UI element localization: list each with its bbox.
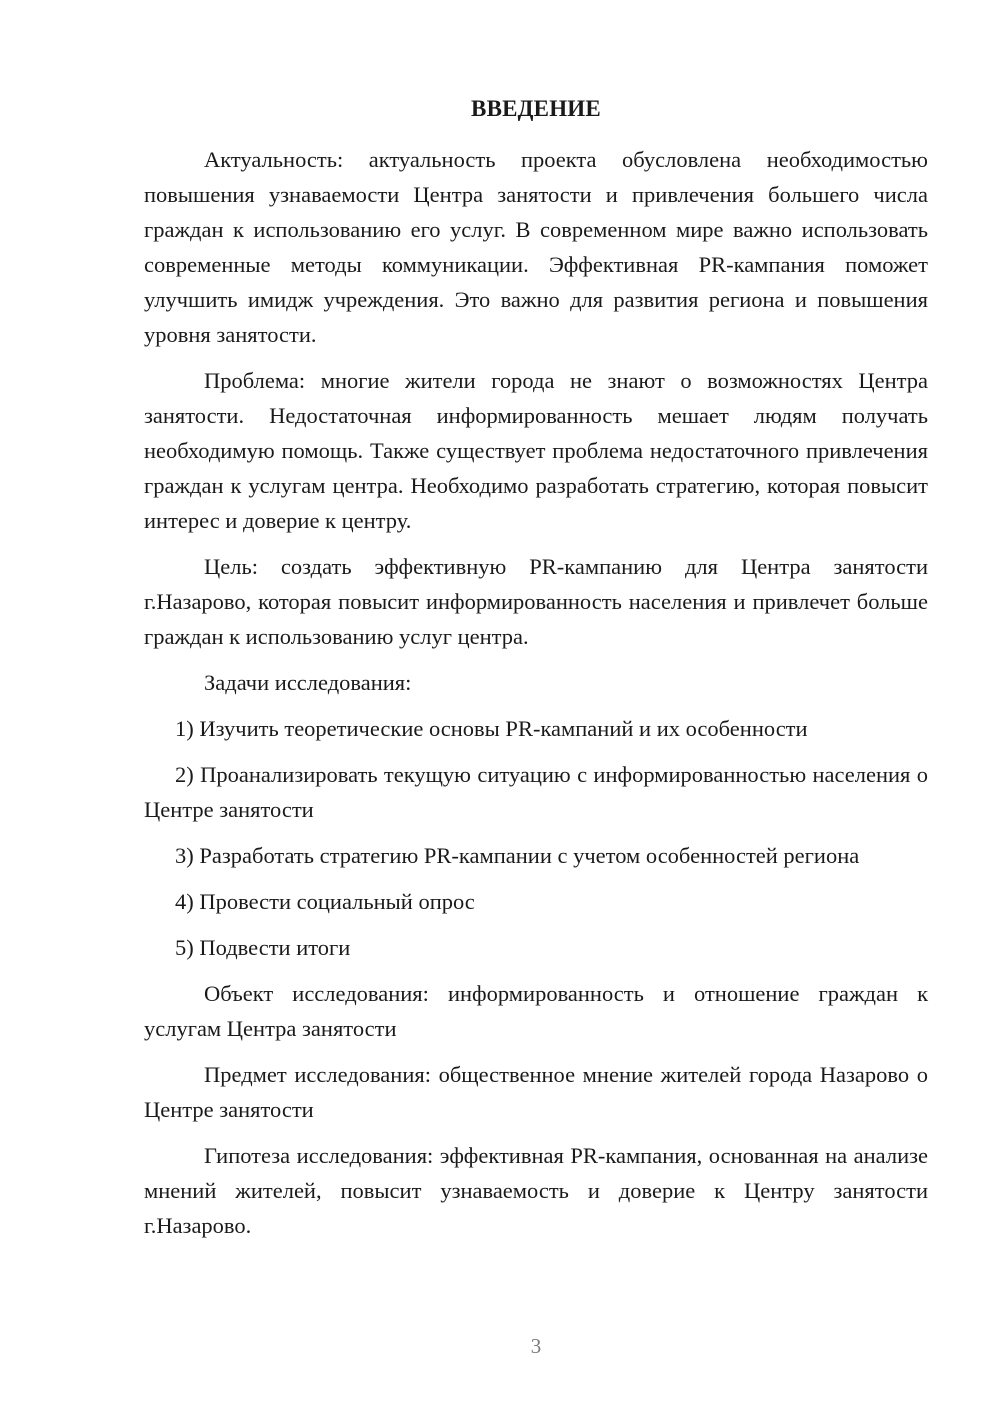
page-body — [144, 142, 928, 1254]
hypothesis-paragraph: Гипотеза исследования: эффективная PR-кампания, основанная на анализе мнений жителей, повысит узнаваемость и доверие к Центру занятости г.Назарово. — [144, 1143, 928, 1238]
problem-paragraph: Проблема: многие жители города не знают о возможностях Центра занятости. Недостаточная информированность мешает людям получать необходимую помощь. Также существует проблема недостаточного привлечения граждан к услугам центра. Необходимо разработать стратегию, которая повысит интерес и доверие к центру. — [144, 368, 928, 533]
task-item-5: 5) Подвести итоги — [175, 935, 351, 960]
task-item-2: 2) Проанализировать текущую ситуацию с информированностью населения о Центре занятости — [144, 762, 928, 822]
page-number: 3 — [530, 1334, 542, 1358]
goal-paragraph: Цель: создать эффективную PR-кампанию для Центра занятости г.Назарово, которая повысит информированность населения и привлечет больше граждан к использованию услуг центра. — [144, 554, 928, 649]
task-item-1: 1) Изучить теоретические основы PR-кампаний и их особенности — [175, 716, 808, 741]
subject-paragraph: Предмет исследования: общественное мнение жителей города Назарово о Центре занятости — [144, 1062, 928, 1122]
task-item-4: 4) Провести социальный опрос — [175, 889, 475, 914]
page-title: ВВЕДЕНИЕ — [471, 96, 601, 121]
relevance-paragraph: Актуальность: актуальность проекта обусловлена необходимостью повышения узнаваемости Центра занятости и привлечения большего числа граждан к использованию его услуг. В современном мире важно использовать современные методы коммуникации. Эффективная PR-кампания поможет улучшить имидж учреждения. Это важно для развития региона и повышения уровня занятости. — [144, 147, 928, 347]
tasks-heading: Задачи исследования: — [204, 670, 412, 695]
task-item-3: 3) Разработать стратегию PR-кампании с учетом особенностей региона — [175, 843, 860, 868]
object-paragraph: Объект исследования: информированность и отношение граждан к услугам Центра занятости — [144, 981, 928, 1041]
